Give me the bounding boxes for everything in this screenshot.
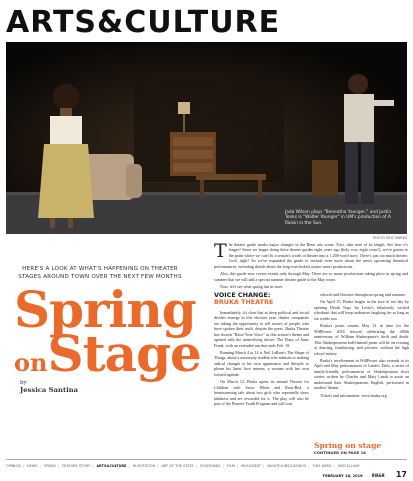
nav-separator: | [157, 464, 159, 468]
subhead-bruka: BRUKA THEATRE [214, 298, 274, 307]
nav-separator: | [222, 464, 224, 468]
nav-item-nightclubs-casinos[interactable]: NIGHTCLUBS/CASINOS [267, 464, 307, 468]
nav-item-in-rotation[interactable]: IN ROTATION [132, 464, 156, 468]
subhead-voice-change: VOICE CHANGE: [214, 291, 271, 299]
issue-date: FEBRUARY 18, 2016 [322, 474, 363, 478]
nav-separator: | [236, 464, 239, 468]
headline-connector: on [14, 348, 48, 377]
nav-separator: | [195, 464, 197, 468]
cover-photo [6, 42, 407, 234]
paragraph: Immediately, it's clear that as deep political and social divides emerge in this election year, theater companies are taking the opportunity to tell stories of people who have spoken their truth, despite the press. Bruka Theatre has chosen "Raise Your Voice" as this season's theme and opened with the uninvolving shows: The Diary of Anne Frank, with an extended run that ends Feb. 19. [214, 309, 309, 348]
headline [14, 280, 201, 385]
nav-item-foodfinds[interactable]: FOODFINDS [200, 464, 221, 468]
article-column-2 [214, 292, 309, 409]
page-number: 17 [395, 470, 407, 479]
lead-paragraph-2: Also, this guide now covers events only through May. There are so many productions taking place in spring and summer that we will add a special summer theater guide to the May roster. [214, 271, 408, 282]
lead-paragraph-3: Now, let's see what spring has in store. [220, 284, 284, 290]
nav-item-film[interactable]: FILM [226, 464, 235, 468]
section-title: ARTS&CULTURE [6, 5, 281, 40]
nav-item-green[interactable]: GREEN [43, 464, 56, 468]
nav-item-miscellany[interactable]: MISCELLANY [338, 464, 360, 468]
byline [20, 380, 80, 394]
headline-line2 [14, 324, 201, 385]
headline-line1: Spring [14, 280, 196, 339]
paragraph: Running March 4 to 14 is Neil LaBute's The Shape of Things, about a university student who submits to making radical changes to his own appearance and lifestyle to please his latest love interest, a woman with her own twisted agenda. [214, 349, 309, 377]
page-footer [6, 459, 407, 479]
stage-scene-illustration [6, 42, 407, 234]
nav-item-musicbeat[interactable]: MUSICBEAT [241, 464, 262, 468]
nav-item-opinion[interactable]: OPINION [6, 464, 21, 468]
paragraph: On April 15, Bruka laughs in the face of tax day by opening Death Trap, Ira Levin's hilariously wicked whodunit that will keep audiences laughing for as long as six weeks run. [314, 299, 409, 321]
photo-credit: PHOTO ERIC MARKS [372, 236, 407, 240]
byline-author: Jessica Santina [20, 386, 79, 394]
article-column-3 [314, 292, 409, 400]
footer-meta [323, 462, 407, 481]
section-nav [6, 464, 362, 468]
paragraph: schools and libraries throughout spring and summer. [320, 292, 406, 297]
nav-separator: | [308, 464, 310, 468]
paragraph: Bruka's poem returns May 21 in time for the WillPower 2016 festival celebrating the 400th anniversary of William Shakespeare's birth and death. This Shakespearean ball-themed prom will be an evening of dancing, fundraising, and pictures, without the high school misery. [314, 323, 409, 356]
nav-item-art-of-the-state[interactable]: ART OF THE STATE [161, 464, 194, 468]
byline-by: by [20, 380, 27, 386]
article-lead [214, 242, 408, 292]
lead-paragraph: he theater guide marks major changes in the Reno arts scene. First, take note of its length. See how it's longer? Since we began doing these theater guides eight years ago (holy cow, eight years!), we've gotten to the point where we can't fit a season's worth of theater into a 1,200-word story. There's just too much theater. Cool, right? So we've expanded the guide to include even more about the area's upcoming theatrical performances, including details about the long-overlooked casino-resort productions. [214, 242, 408, 269]
nav-item-feature-story[interactable]: FEATURE STORY [62, 464, 91, 468]
paragraph: Tickets and information: www.bruka.org [320, 392, 387, 398]
continued-jump [314, 441, 409, 455]
photo-caption: Jada Wilson plays "Beneatha Younger," and Justin Tonks is "Walter Younger" in UM's production of A Raisin in the Sun. [285, 209, 392, 226]
publication-logo: RN&R [371, 473, 385, 478]
nav-item-arts-culture[interactable]: ARTS&CULTURE [96, 464, 127, 468]
nav-item-this-week[interactable]: THIS WEEK [312, 464, 332, 468]
nav-separator: | [128, 464, 130, 468]
nav-separator: | [263, 464, 265, 468]
nav-separator: | [39, 464, 41, 468]
nav-item-news[interactable]: NEWS [27, 464, 38, 468]
dropcap: T [214, 240, 227, 262]
paragraph: On March 12, Bruka opens its annual Theater for Children with Snow White and Rose-Red, a heartwarming tale about two girls who repeatedly show kindness and are rewarded for it. The play will also be part of the Pioneer Youth Program and will tour [214, 379, 309, 407]
intro-text: HERE'S A LOOK AT WHAT'S HAPPENING ON THEATER STAGES AROUND TOWN OVER THE NEXT FEW MONTHS [18, 266, 182, 280]
continued-page: CONTINUED ON PAGE 18 [314, 450, 366, 455]
nav-separator: | [333, 464, 335, 468]
nav-separator: | [22, 464, 24, 468]
continued-title: Spring on stage [314, 441, 382, 450]
headline-word: Stage [47, 324, 201, 383]
nav-separator: | [92, 464, 94, 468]
paragraph: Bruka's involvement in WillPower also extends to its April and May performances of Lamb's Tales, a series of family-friendly performances of Shakespearean short stories written by Charles and Mary Lamb to assist an understand their Shakespearean English, performed in readers' theater. [314, 357, 409, 391]
nav-separator: | [57, 464, 60, 468]
